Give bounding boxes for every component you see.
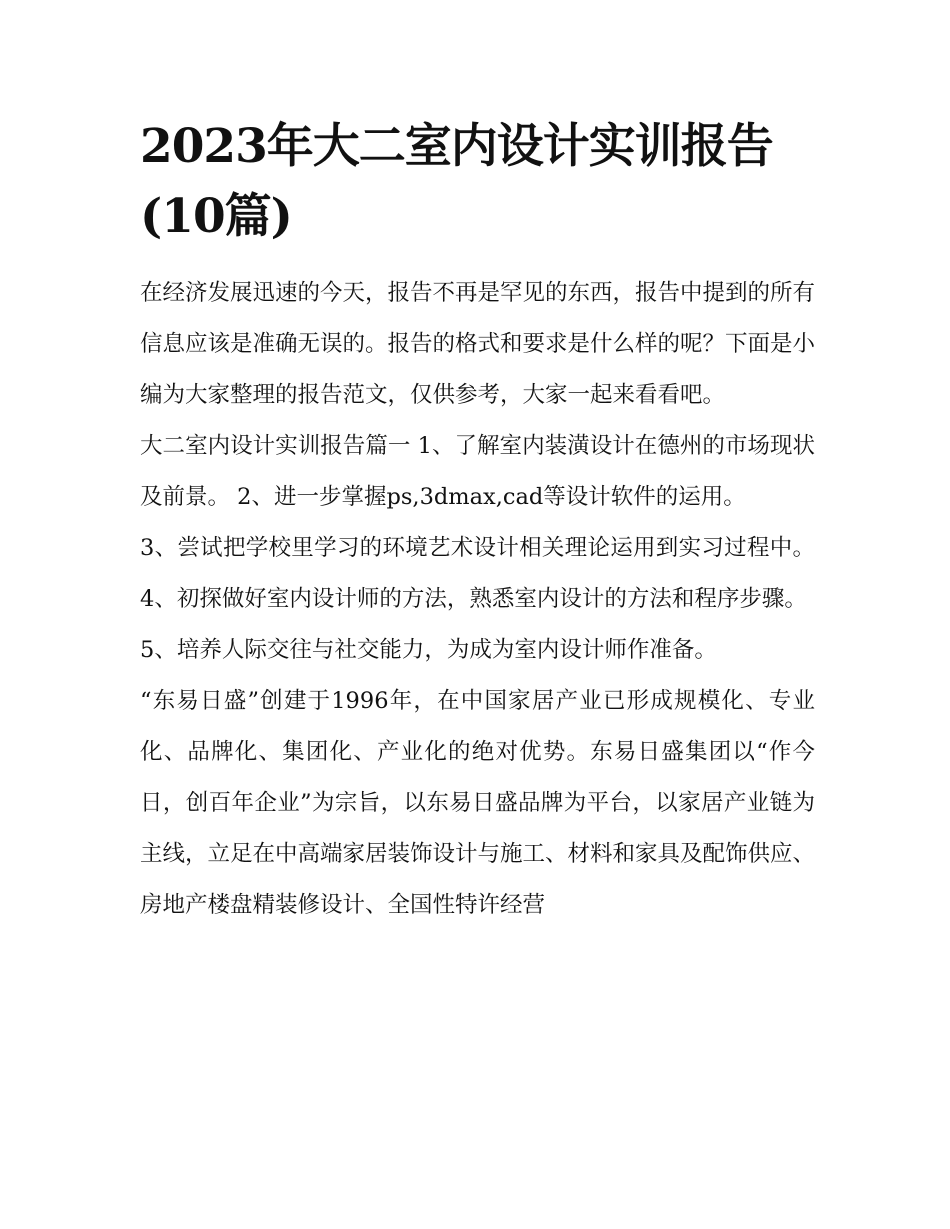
document-page [140,112,815,931]
paragraph-intro: 在经济发展迅速的今天，报告不再是罕见的东西，报告中提到的所有信息应该是准确无误的。报告的格式和要求是什么样的呢？下面是小编为大家整理的报告范文，仅供参考，大家一起来看看吧。 [140,280,816,408]
paragraph-company-intro: “东易日盛”创建于1996年，在中国家居产业已形成规模化、专业化、品牌化、集团化、产业化的绝对优势。东易日盛集团以“作今日，创百年企业”为宗旨，以东易日盛品牌为平台，以家居产业链为主线，立足在中高端家居装饰设计与施工、材料和家具及配饰供应、房地产楼盘精装修设计、全国性特许经营 [140,688,816,918]
paragraph-goals-3-4: 3、尝试把学校里学习的环境艺术设计相关理论运用到实习过程中。 4、初探做好室内设计师的方法，熟悉室内设计的方法和程序步骤。 [140,535,815,612]
paragraph-goals-1-2: 大二室内设计实训报告篇一 1、了解室内装潢设计在德州的市场现状及前景。 2、进一步掌握ps,3dmax,cad等设计软件的运用。 [140,433,815,510]
document-title: 2023年大二室内设计实训报告(10篇) [140,119,773,244]
paragraph-goal-5: 5、培养人际交往与社交能力，为成为室内设计师作准备。 [140,637,717,663]
